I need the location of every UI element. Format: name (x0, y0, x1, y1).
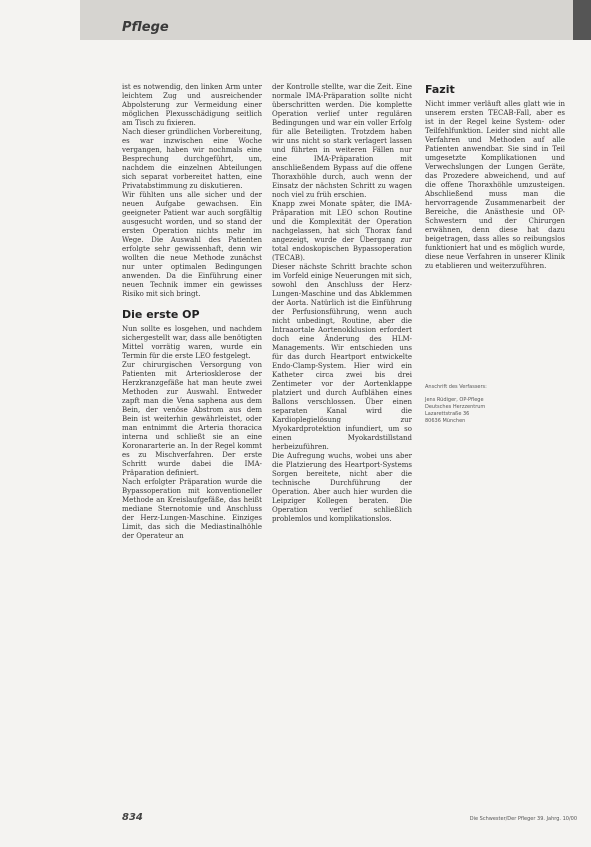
subheading-erste-op: Die erste OP (122, 308, 200, 321)
col1-paragraph-3: Wir fühlten uns alle sicher und der neuen Aufgabe gewachsen. Ein geeigneter Patient war auch sorgfältig ausgesucht worden, und so stand der ersten Operation nichts mehr im Wege. Die Auswahl des Patienten erfolgte sehr gewissenhaft, denn wir wollten die neue Methode zunächst nur unter optimalen Bedingungen anwenden. Da die Einführung einer neuen Technik immer ein gewisses Risiko mit sich bringt. (122, 191, 262, 298)
column-3 (425, 83, 565, 271)
section-title: Pflege (122, 20, 169, 35)
header-dark-tab (573, 0, 591, 40)
column-2 (272, 83, 412, 524)
subheading-fazit: Fazit (425, 83, 455, 96)
author-credit (425, 384, 565, 425)
col2-paragraph-3: Dieser nächste Schritt brachte schon im Vorfeld einige Neuerungen mit sich, sowohl den Anschluss der Herz-Lungen-Maschine und das Abklemmen der Aorta. Natürlich ist die Einführung der Perfusionsführung, wenn auch nicht unbedingt, Routine, aber die Intraaortale Aortenokklusion erfordert doch eine Änderung des HLM-Managements. Wir entschieden uns für das durch Heartport entwickelte Endo-Clamp-System. Hier wird ein Katheter circa zwei bis drei Zentimeter vor der Aortenklappe platziert und durch Aufblähen eines Ballons verschlossen. Über einen separaten Kanal wird die Kardioplegielösung zur Myokardprotektion infundiert, um so einen Myokardstillstand herbeizuführen. (272, 263, 412, 451)
col2-paragraph-4: Die Aufregung wuchs, wobei uns aber die Platzierung des Heartport-Systems Sorgen bereitete, nicht aber die technische Durchführung der Operation. Aber auch hier wurden die Leipziger Kollegen beraten. Die Operation verlief schließlich problemlos und komplikationslos. (272, 452, 412, 523)
col1-paragraph-5: Zur chirurgischen Versorgung von Patienten mit Arteriosklerose der Herzkranzgefäße hat man heute zwei Methoden zur Auswahl. Entweder zapft man die Vena saphena aus dem Bein, der venöse Abstrom aus dem Bein ist weiterhin gewährleistet, oder man entnimmt die Arteria thoracica interna und schließt sie an eine Koronararterie an. In der Regel kommt es zu Mischverfahren. Der erste Schritt wurde dabei die IMA-Präparation definiert. (122, 361, 262, 477)
col1-paragraph-6: Nach erfolgter Präparation wurde die Bypassoperation mit konventioneller Methode an Kreislaufgefäße, das heißt mediane Sternotomie und Anschluss der Herz-Lungen-Maschine. Einziges Limit, das sich die Mediastinalhöhle der Operateur an (122, 478, 262, 540)
journal-reference: Die Schwester/Der Pfleger 39. Jahrg. 10/00 (469, 816, 577, 822)
credit-line: 80636 München (425, 418, 466, 424)
column-1 (122, 83, 262, 541)
credit-heading: Anschrift des Verfassers: (425, 384, 487, 390)
credit-line: Deutsches Herzzentrum (425, 404, 486, 410)
credit-line: Lazarettstraße 36 (425, 411, 470, 417)
col1-paragraph-1: ist es notwendig, den linken Arm unter leichtem Zug und ausreichender Abpolsterung zur Vermeidung einer möglichen Plexusschädigung seitlich am Tisch zu fixieren. (122, 83, 262, 127)
col1-paragraph-4: Nun sollte es losgehen, und nachdem sichergestellt war, dass alle benötigten Mittel vorrätig waren, wurde ein Termin für die erste LEO festgelegt. (122, 325, 262, 360)
credit-line: Jens Rüdiger, OP-Pflege (425, 397, 484, 403)
col2-paragraph-2: Knapp zwei Monate später, die IMA-Präparation mit LEO schon Routine und die Komplexität der Operation nachgelassen, hat sich Thorax fand angezeigt, wurde der Übergang zur total endoskopischen Bypassoperation (TECAB). (272, 200, 412, 262)
col3-paragraph-1: Nicht immer verläuft alles glatt wie in unserem ersten TECAB-Fall, aber es ist in der Regel keine System- oder Teilfehlfunktion. Leider sind nicht alle Verfahren und Methoden auf alle Patienten anwendbar. Sie sind in Teil umgesetzte Komplikationen und Verwechslungen der Lungen Geräte, das Prozedere abweichend, und auf die offene Thoraxhöhle umzusteigen. Abschließend muss man die hervorragende Zusammenarbeit der Bereiche, die Anästhesie und OP-Schwestern und der Chirurgen erwähnen, denn diese hat dazu beigetragen, dass alles so reibungslos funktioniert hat und es möglich wurde, diese neue Verfahren in unserer Klinik zu etablieren und weiterzuführen. (425, 100, 565, 270)
page-number: 834 (122, 812, 143, 823)
col2-paragraph-1: der Kontrolle stellte, war die Zeit. Eine normale IMA-Präparation sollte nicht überschritten werden. Die komplette Operation verlief unter regulären Bedingungen und war ein voller Erfolg für alle Beteiligten. Trotzdem haben wir uns nicht so stark verlagert lassen und führten in weiteren Fällen nur eine IMA-Präparation mit anschließendem Bypass auf die offene Thoraxhöhle durch, auch wenn der Einsatz der nächsten Schritt zu wagen noch viel zu früh erschien. (272, 83, 412, 199)
col1-paragraph-2: Nach dieser gründlichen Vorbereitung, es war inzwischen eine Woche vergangen, haben wir nochmals eine Besprechung durchgeführt, um, nachdem die einzelnen Abteilungen sich separat vorbereitet hatten, eine Privatabstimmung zu diskutieren. (122, 128, 262, 190)
